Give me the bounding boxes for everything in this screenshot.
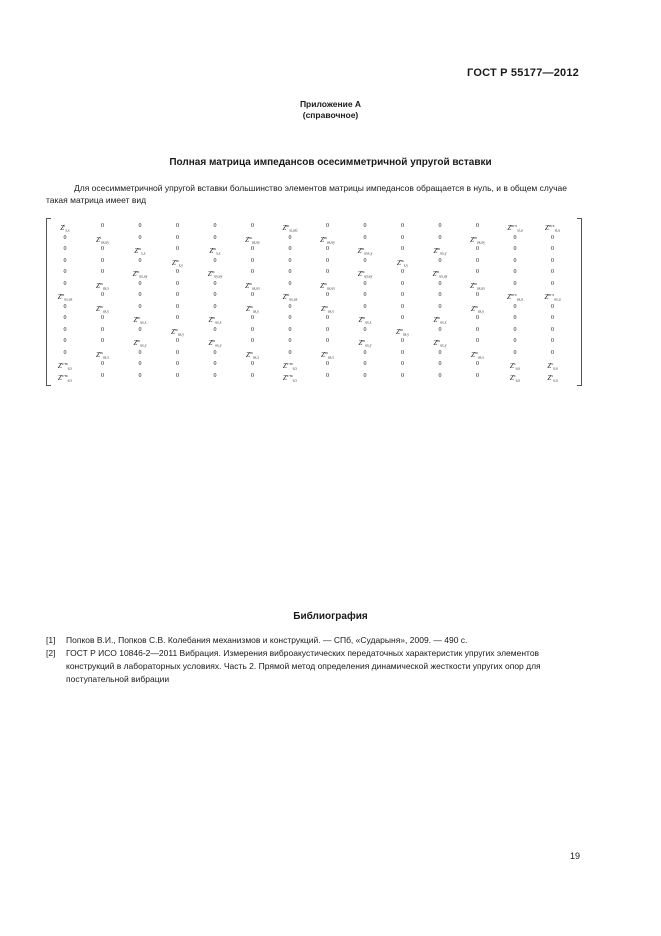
matrix-cell: 0: [476, 338, 479, 344]
matrix-cell: $Z^m_{x,x}$: [209, 247, 221, 256]
matrix-cell: 0: [551, 234, 554, 241]
matrix-cell: 0: [138, 292, 142, 298]
matrix-cell: 0: [438, 372, 442, 379]
matrix-cell: 0: [176, 338, 179, 344]
matrix-cell: 0: [251, 338, 254, 344]
matrix-cell: 0: [438, 223, 442, 229]
matrix-cell: 0: [326, 246, 329, 252]
matrix-cell: 0: [326, 315, 329, 321]
bibliography-entry-text: Попков В.И., Попков С.В. Колебания механизмов и конструкций. — СПб, «Сударыня», 2009. — 490 с.: [66, 635, 468, 645]
page-number: 19: [569, 851, 580, 861]
matrix-cell: 0: [551, 257, 554, 264]
matrix-cell: $Z^m_{ux,x}$: [471, 350, 484, 359]
matrix-cell: $Z^{x-m}_{u,x}$: [282, 373, 298, 382]
matrix-cell: 0: [251, 315, 254, 321]
matrix-cell: $Z^m_{ux,y}$: [246, 304, 259, 313]
matrix-cell: 0: [438, 234, 442, 241]
matrix-cell: 0: [551, 303, 554, 310]
intro-text: Для осесимметричной упругой вставки большинство элементов матрицы импедансов обращается в нуль, и в общем случае такая матрица имеет вид: [46, 183, 567, 205]
matrix-cell: $Z^m_{uxx,y}$: [357, 247, 373, 256]
matrix-cell: $Z^m_{x,y}$: [171, 258, 184, 267]
matrix-cell: $Z^m_{ux,y}$: [208, 339, 222, 348]
matrix-cell: $Z^m_{ux,uy}$: [132, 270, 148, 279]
matrix-cell: 0: [476, 326, 479, 333]
matrix-cell: 0: [63, 315, 67, 321]
matrix-cell: 0: [288, 280, 292, 287]
matrix-cell: 0: [63, 234, 67, 241]
matrix-cell: $Z^{x-m}_{u,x}$: [282, 362, 298, 371]
matrix-cell: 0: [476, 372, 479, 379]
matrix-cell: 0: [213, 361, 217, 367]
matrix-cell: 0: [513, 234, 517, 241]
matrix-cell: $Z^m_{ux,y}$: [396, 327, 409, 336]
matrix-cell: 0: [401, 292, 404, 298]
matrix-cell: 0: [101, 292, 104, 298]
matrix-cell: $Z^x_{u,u}$: [509, 362, 521, 371]
matrix-cell: 0: [326, 223, 329, 229]
matrix-cell: 0: [363, 280, 367, 287]
matrix-cell: 0: [551, 280, 554, 287]
matrix-cell: 0: [363, 372, 367, 379]
matrix-cell: 0: [551, 269, 554, 275]
matrix-cell: 0: [63, 257, 67, 264]
matrix-cell: $Z^m_{x,x}$: [134, 247, 146, 256]
matrix-cell: 0: [363, 326, 367, 333]
bibliography-entry-number: [2]: [46, 648, 56, 658]
matrix-cell: 0: [138, 326, 142, 333]
matrix-cell: 0: [176, 303, 179, 310]
matrix-cell: 0: [551, 326, 554, 333]
standard-id: ГОСТ Р 55177—2012: [467, 67, 579, 79]
bibliography-title: Библиография: [293, 611, 368, 622]
matrix-cell: $Z^i_{ux,uy}$: [96, 235, 109, 244]
matrix-cell: 0: [476, 257, 479, 264]
matrix-cell: 0: [63, 303, 67, 310]
matrix-cell: $Z^x_{u,u}$: [547, 373, 558, 382]
matrix-cell: 0: [513, 303, 517, 310]
matrix-cell: 0: [363, 257, 367, 264]
matrix-cell: $Z^m_{ux,uy}$: [320, 235, 335, 244]
appendix-note: (справочное): [302, 110, 359, 120]
matrix-cell: 0: [401, 269, 404, 275]
section-title: Полная матрица импедансов осесимметричной упругой вставки: [169, 157, 492, 168]
matrix-cell: 0: [213, 257, 217, 264]
matrix-cell: $Z^m_{ux,x}$: [321, 350, 334, 359]
matrix-cell: 0: [401, 338, 404, 344]
matrix-cell: 0: [363, 361, 367, 367]
matrix-cell: $Z^m_{ux,x}$: [96, 281, 109, 290]
matrix-cell: 0: [213, 326, 217, 333]
matrix-cell: 0: [63, 326, 67, 333]
matrix-cell: 0: [513, 246, 517, 252]
matrix-cell: $Z^m_{ux,y}$: [321, 304, 334, 313]
matrix-cell: 0: [63, 269, 67, 275]
matrix-cell: 0: [438, 349, 442, 356]
matrix-cell: 0: [438, 361, 442, 367]
matrix-cell: $Z^m_{ux,y}$: [433, 339, 447, 348]
matrix-cell: 0: [401, 246, 404, 252]
matrix-cell: 0: [176, 234, 179, 241]
matrix-cell: 0: [138, 361, 142, 367]
matrix-cell: 0: [251, 223, 254, 229]
matrix-cell: 0: [176, 223, 179, 229]
matrix-cell: 0: [288, 315, 292, 321]
matrix-cell: 0: [438, 303, 442, 310]
impedance-matrix: [46, 218, 582, 384]
matrix-cell: $Z^m_{ux,ux}$: [57, 293, 73, 302]
matrix-cell: 0: [101, 269, 104, 275]
matrix-cell: 0: [551, 246, 554, 252]
matrix-cell: 0: [63, 338, 67, 344]
matrix-cell: 0: [438, 292, 442, 298]
matrix-cell: 0: [401, 223, 404, 229]
matrix-cell: 0: [438, 257, 442, 264]
matrix-cell: 0: [476, 223, 479, 229]
matrix-cell: 0: [138, 372, 142, 379]
matrix-cell: 0: [326, 372, 329, 379]
matrix-cell: 0: [138, 280, 142, 287]
matrix-cell: 0: [476, 315, 479, 321]
matrix-cell: 0: [288, 349, 292, 356]
matrix-cell: 0: [288, 234, 292, 241]
matrix-cell: 0: [438, 280, 442, 287]
matrix-cell: $Z^m_{ux,y}$: [358, 339, 372, 348]
matrix-cell: 0: [326, 292, 329, 298]
matrix-right-bracket: [577, 218, 582, 386]
matrix-cell: 0: [551, 349, 554, 356]
matrix-cell: 0: [513, 280, 517, 287]
matrix-cell: 0: [513, 315, 517, 321]
matrix-cell: 0: [213, 234, 217, 241]
matrix-cell: 0: [101, 372, 104, 379]
matrix-cell: 0: [476, 269, 479, 275]
matrix-cell: 0: [251, 292, 254, 298]
matrix-cell: $Z^m_{ux,y}$: [471, 304, 484, 313]
matrix-cell: $Z^m_{ux,uy}$: [432, 270, 448, 279]
matrix-cell: 0: [363, 292, 367, 298]
matrix-cell: $Z^m_{ux,ux}$: [282, 293, 298, 302]
matrix-cell: 0: [251, 246, 254, 252]
matrix-cell: 0: [63, 246, 67, 252]
matrix-cell: $Z^m_{uy,uy}$: [207, 270, 223, 279]
matrix-cell: $Z^x_{u,u}$: [509, 373, 521, 382]
matrix-cell: 0: [213, 280, 217, 287]
matrix-cell: 0: [101, 361, 104, 367]
matrix-cell: $Z^m_{ux,x}$: [358, 316, 372, 325]
matrix-cell: 0: [176, 372, 179, 379]
matrix-cell: 0: [176, 315, 179, 321]
matrix-cell: $Z^{m-x}_{ux,u}$: [507, 293, 523, 302]
matrix-cell: $Z^m_{ux,x}$: [208, 316, 222, 325]
matrix-cell: 0: [363, 223, 367, 229]
matrix-cell: $Z^m_{ux,y}$: [433, 247, 447, 256]
matrix-cell: $Z^m_{ux,x}$: [133, 316, 147, 325]
matrix-cell: $Z^{m-x}_{xi,u}$: [544, 224, 561, 233]
matrix-cell: 0: [288, 246, 292, 252]
matrix-cell: $Z^m_{ux,y}$: [133, 339, 147, 348]
matrix-cell: $Z^m_{ux,ux}$: [470, 281, 485, 290]
matrix-cell: 0: [513, 269, 517, 275]
matrix-cell: $Z^m_{x,y}$: [396, 258, 409, 267]
matrix-cell: 0: [288, 326, 292, 333]
matrix-cell: 0: [401, 234, 404, 241]
matrix-cell: 0: [476, 246, 479, 252]
matrix-cell: $Z^m_{ux,uy}$: [245, 235, 260, 244]
matrix-cell: $Z^{x-m}_{u,x}$: [57, 373, 73, 382]
matrix-cell: $Z^m_{ux,x}$: [246, 350, 259, 359]
matrix-cell: 0: [138, 234, 142, 241]
matrix-cell: 0: [213, 223, 217, 229]
matrix-cell: 0: [251, 257, 254, 264]
matrix-cell: 0: [213, 372, 217, 379]
matrix-cell: $Z^m_{ux,x}$: [433, 316, 447, 325]
matrix-cell: 0: [363, 303, 367, 310]
matrix-cell: 0: [288, 338, 292, 344]
matrix-cell: $Z^m_{ux,ux}$: [245, 281, 260, 290]
matrix-cell: 0: [401, 303, 404, 310]
matrix-cell: $Z^m_{ux,x}$: [96, 350, 109, 359]
matrix-cell: $Z^m_{ux,uy}$: [470, 235, 485, 244]
matrix-cell: 0: [401, 349, 404, 356]
matrix-cell: 0: [176, 349, 179, 356]
matrix-cell: 0: [63, 349, 67, 356]
matrix-cell: 0: [101, 257, 104, 264]
matrix-cell: 0: [288, 257, 292, 264]
matrix-cell: 0: [476, 292, 479, 298]
matrix-cell: $Z^i_{x,x}$: [60, 224, 70, 233]
matrix-cell: 0: [138, 303, 142, 310]
matrix-cell: 0: [138, 223, 142, 229]
matrix-cell: 0: [326, 361, 329, 367]
matrix-cell: 0: [438, 326, 442, 333]
intro-paragraph: [46, 182, 586, 206]
matrix-cell: 0: [138, 257, 142, 264]
matrix-cell: $Z^m_{ux,y}$: [171, 327, 184, 336]
matrix-cell: 0: [101, 338, 104, 344]
matrix-cell: 0: [401, 361, 404, 367]
matrix-cell: 0: [513, 349, 517, 356]
matrix-cell: 0: [251, 361, 254, 367]
matrix-cell: 0: [401, 372, 404, 379]
matrix-cell: 0: [213, 303, 217, 310]
matrix-cell: 0: [363, 234, 367, 241]
matrix-cell: 0: [176, 246, 179, 252]
matrix-cell: 0: [288, 269, 292, 275]
matrix-cell: 0: [401, 280, 404, 287]
matrix-cell: 0: [363, 349, 367, 356]
matrix-cell: 0: [513, 326, 517, 333]
matrix-cell: 0: [101, 246, 104, 252]
matrix-cell: 0: [551, 315, 554, 321]
matrix-cell: 0: [176, 292, 179, 298]
matrix-cell: 0: [251, 372, 254, 379]
matrix-cell: 0: [513, 257, 517, 264]
matrix-cell: $Z^m_{ux,y}$: [96, 304, 109, 313]
matrix-cell: 0: [251, 269, 254, 275]
matrix-cell: $Z^m_{ux,ux}$: [320, 281, 335, 290]
matrix-cell: 0: [176, 361, 179, 367]
matrix-cell: 0: [326, 338, 329, 344]
matrix-cell: $Z^{m-x}_{xi,u}$: [507, 224, 523, 233]
matrix-cell: $Z^{m-x}_{ux,u}$: [544, 293, 561, 302]
appendix-heading: [0, 99, 661, 121]
matrix-cell: $Z^{x-m}_{u,x}$: [57, 362, 73, 371]
matrix-cell: 0: [288, 303, 292, 310]
matrix-cell: 0: [101, 315, 104, 321]
matrix-cell: 0: [251, 326, 254, 333]
matrix-cell: $Z^m_{uy,uy}$: [357, 270, 373, 279]
matrix-cell: $Z^x_{u,u}$: [547, 362, 558, 371]
matrix-cell: 0: [476, 361, 479, 367]
matrix-cell: 0: [101, 326, 104, 333]
matrix-cell: 0: [63, 280, 67, 287]
bibliography-entry-text: ГОСТ Р ИСО 10846-2—2011 Вибрация. Измерения виброакустических передаточных характеристик упругих элементов конструкций в лабораторных условиях. Часть 2. Прямой метод определения динамической жесткости упругих опор для поступательной вибрации: [66, 648, 541, 684]
matrix-cell: 0: [138, 349, 142, 356]
appendix-label: Приложение А: [299, 99, 362, 109]
matrix-cell: 0: [176, 269, 179, 275]
bibliography-entry-number: [1]: [46, 635, 56, 645]
matrix-cell: 0: [513, 338, 517, 344]
matrix-cell: 0: [551, 338, 554, 344]
matrix-cell: 0: [176, 280, 179, 287]
matrix-cell: $Z^m_{xi,uxi}$: [282, 224, 298, 233]
matrix-cell: 0: [101, 223, 104, 229]
matrix-cell: 0: [326, 257, 329, 264]
matrix-cell: 0: [401, 315, 404, 321]
matrix-cell: 0: [326, 269, 329, 275]
matrix-cell: 0: [213, 349, 217, 356]
matrix-cell: 0: [213, 292, 217, 298]
matrix-cell: 0: [326, 326, 329, 333]
